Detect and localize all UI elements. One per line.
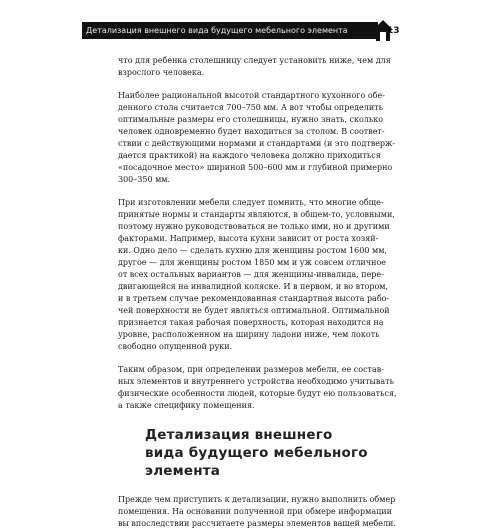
- heading-line: вида будущего мебельного: [145, 445, 368, 461]
- text-line: признается такая рабочая поверхность, которая находится на: [118, 318, 384, 327]
- text-line: Наиболее рациональной высотой стандартного кухонного обе-: [118, 91, 385, 100]
- text-line: Таким образом, при определении размеров мебели, ее состав-: [118, 365, 384, 374]
- text-line: взрослого человека.: [118, 68, 205, 77]
- text-line: 300–350 мм.: [118, 175, 171, 184]
- text-line: человек одновременно будет находиться за столом. В соответ-: [118, 127, 385, 136]
- text-line: оптимальные размеры его столешницы, нужно знать, сколько: [118, 115, 384, 124]
- text-line: ствии с действующими нормами и стандартами (и это подтверж-: [118, 139, 396, 148]
- paragraph: [118, 494, 396, 530]
- text-line: и в третьем случае рекомендованная стандартная высота рабо-: [118, 294, 390, 303]
- text-line: другое — для женщины ростом 1850 мм и уж совсем отличное: [118, 258, 387, 267]
- paragraph: [118, 55, 391, 79]
- text-line: дается практикой) на каждого человека должно приходиться: [118, 151, 381, 160]
- text-line: а также специфику помещения.: [118, 401, 255, 410]
- page-number: 13: [387, 26, 400, 36]
- text-line: При изготовлении мебели следует помнить, что многие обще-: [118, 198, 384, 207]
- running-title: Детализация внешнего вида будущего мебельного элемента: [86, 26, 348, 35]
- heading-line: Детализация внешнего: [145, 427, 333, 443]
- text-line: свободно опущенной руки.: [118, 342, 233, 351]
- text-line: от всех остальных вариантов — для женщины-инвалида, пере-: [118, 270, 384, 279]
- running-header: [82, 22, 378, 39]
- page-body: [118, 55, 397, 530]
- text-line: денного стола считается 700–750 мм. А вот чтобы определить: [118, 103, 383, 112]
- text-line: поэтому нужно руководствоваться не только ими, но и другими: [118, 222, 390, 231]
- text-line: двигающейся на инвалидной коляске. И в первом, и во втором,: [118, 282, 389, 291]
- paragraph: [118, 90, 396, 186]
- heading-line: элемента: [145, 463, 221, 479]
- section-heading: [145, 426, 368, 480]
- text-line: чей поверхности не будет являться оптимальной. Оптимальной: [118, 306, 390, 315]
- text-line: физические особенности людей, которые будут ею пользоваться,: [118, 389, 397, 398]
- text-line: что для ребенка столешницу следует установить ниже, чем для: [118, 56, 391, 65]
- text-line: факторами. Например, высота кухни зависит от роста хозяй-: [118, 234, 379, 243]
- text-line: ных элементов и внутреннего устройства необходимо учитывать: [118, 377, 394, 386]
- paragraph: [118, 197, 395, 353]
- text-line: вы впоследствии рассчитаете размеры элементов вашей мебели.: [118, 519, 396, 528]
- paragraph: [118, 364, 397, 412]
- text-line: ки. Одно дело — сделать кухню для женщины ростом 1600 мм,: [118, 246, 387, 255]
- text-line: принятые нормы и стандарты являются, в общем-то, условными,: [118, 210, 395, 219]
- text-line: Прежде чем приступить к детализации, нужно выполнить обмер: [118, 495, 396, 504]
- text-line: уровне, расположенном на ширину ладони ниже, чем локоть: [118, 330, 380, 339]
- text-line: «посадочное место» шириной 500–600 мм и глубиной примерно: [118, 163, 393, 172]
- text-line: помещения. На основании полученной при обмере информации: [118, 507, 392, 516]
